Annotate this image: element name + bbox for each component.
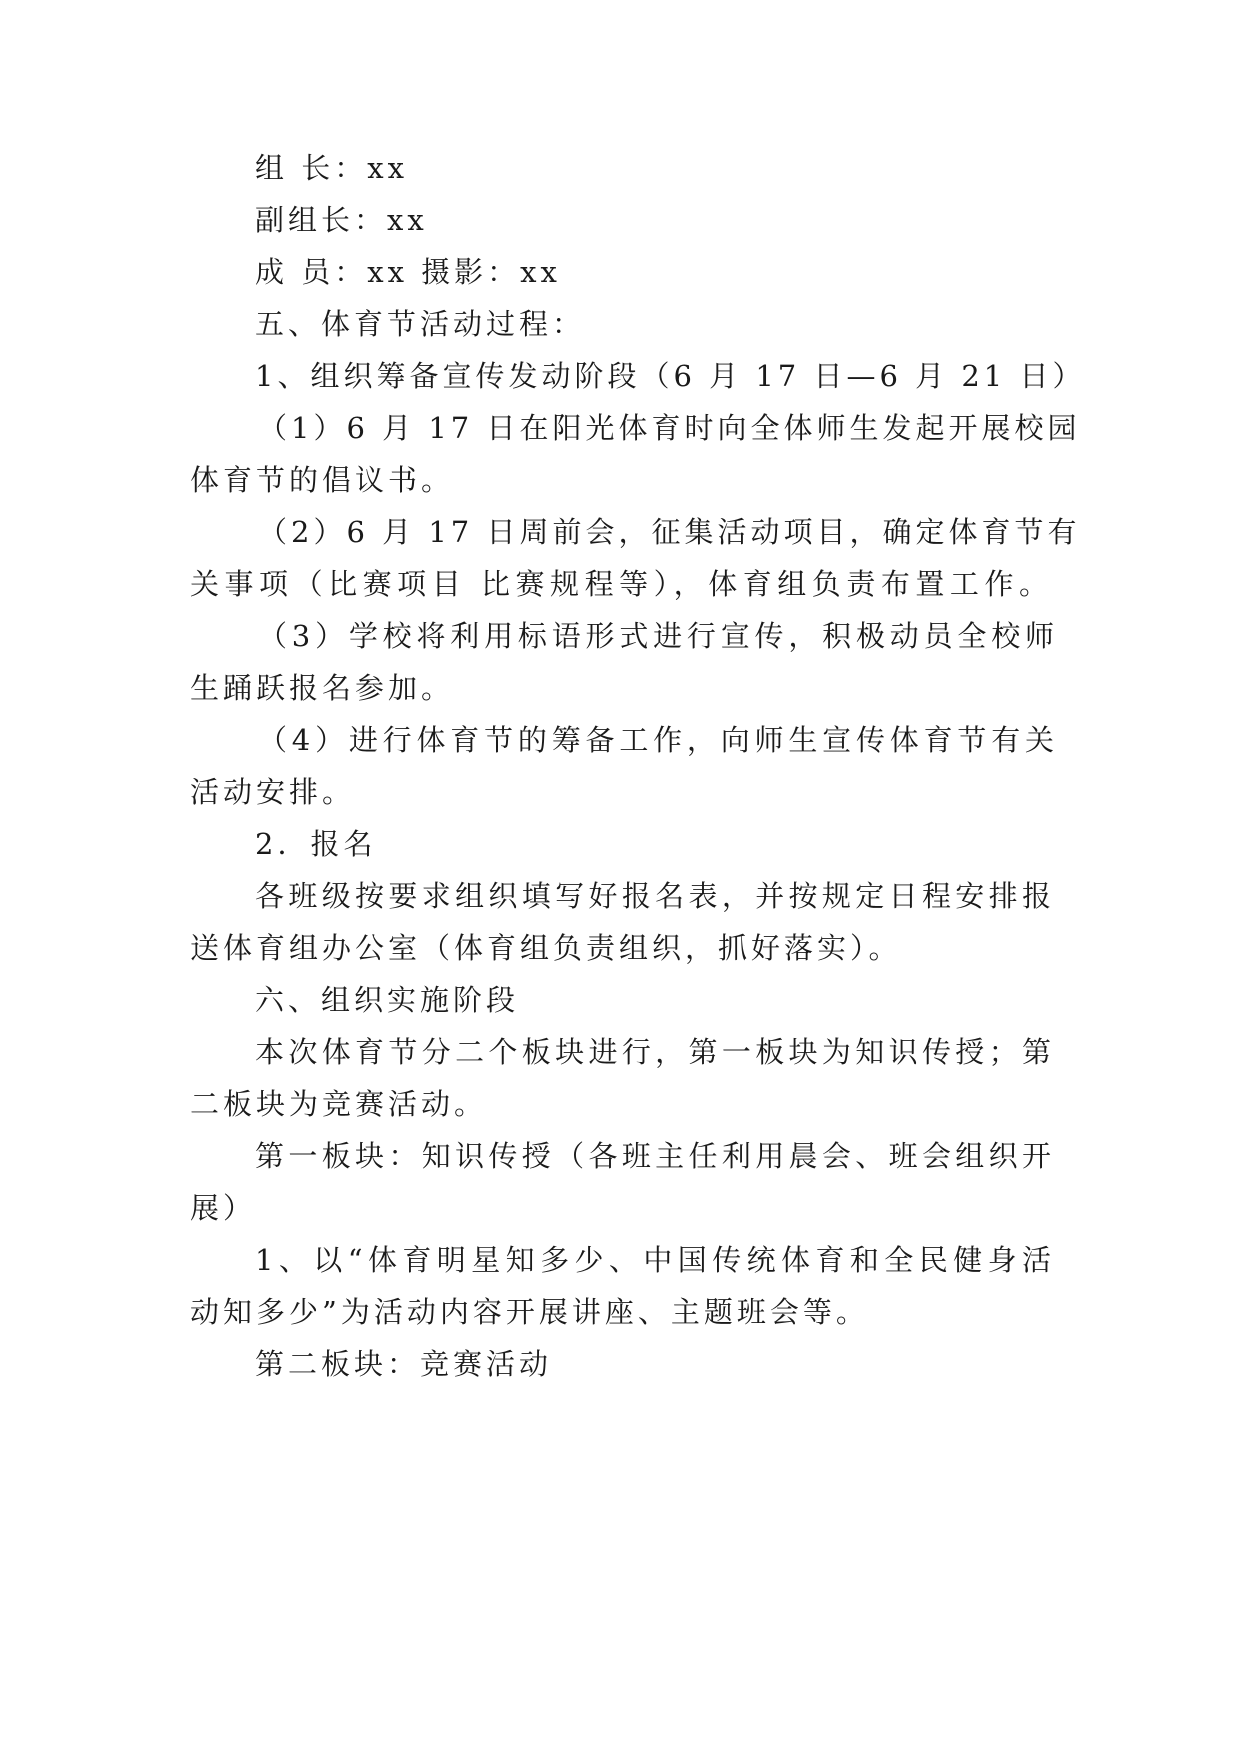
registration-heading: 2．报名 — [255, 827, 377, 861]
block-two-heading: 第二板块：竞赛活动 — [255, 1347, 553, 1381]
item-1-line-2: 体育节的倡议书。 — [190, 463, 455, 497]
stage-one-heading: 1、组织筹备宣传发动阶段（6 月 17 日—6 月 21 日） — [255, 359, 1086, 393]
item-1-line-1: （1）6 月 17 日在阳光体育时向全体师生发起开展校园 — [258, 411, 1081, 445]
section-five-heading: 五、体育节活动过程： — [255, 307, 586, 341]
knowledge-item-line-2: 动知多少”为活动内容开展讲座、主题班会等。 — [190, 1295, 869, 1329]
item-4-line-1: （4）进行体育节的筹备工作，向师生宣传体育节有关 — [258, 723, 1058, 757]
block-one-line-1: 第一板块：知识传授（各班主任利用晨会、班会组织开 — [255, 1139, 1055, 1173]
block-one-line-2: 展） — [190, 1191, 257, 1225]
registration-line-1: 各班级按要求组织填写好报名表，并按规定日程安排报 — [255, 879, 1055, 913]
item-2-line-1: （2）6 月 17 日周前会，征集活动项目，确定体育节有 — [258, 515, 1081, 549]
item-3-line-2: 生踊跃报名参加。 — [190, 671, 455, 705]
section-six-heading: 六、组织实施阶段 — [255, 983, 520, 1017]
item-4-line-2: 活动安排。 — [190, 775, 356, 809]
members-line: 成 员：xx 摄影：xx — [255, 255, 561, 289]
registration-line-2: 送体育组办公室（体育组负责组织，抓好落实）。 — [190, 931, 902, 965]
deputy-leader-line: 副组长：xx — [255, 203, 428, 237]
item-3-line-1: （3）学校将利用标语形式进行宣传，积极动员全校师 — [258, 619, 1058, 653]
blocks-line-1: 本次体育节分二个板块进行，第一板块为知识传授；第 — [255, 1035, 1055, 1069]
blocks-line-2: 二板块为竞赛活动。 — [190, 1087, 488, 1121]
knowledge-item-line-1: 1、以“体育明星知多少、中国传统体育和全民健身活 — [255, 1243, 1055, 1277]
leader-line: 组 长：xx — [255, 151, 408, 185]
item-2-line-2: 关事项（比赛项目 比赛规程等），体育组负责布置工作。 — [190, 567, 1052, 601]
